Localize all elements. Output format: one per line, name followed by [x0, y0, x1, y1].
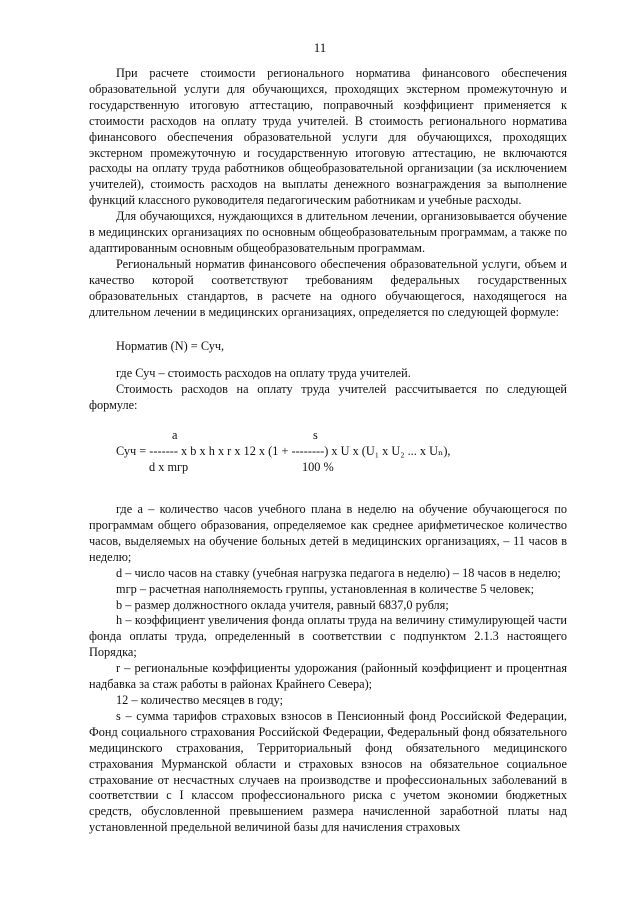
page-number: 11 [313, 40, 327, 55]
paragraph-formula-intro: Стоимость расходов на оплату труда учителей рассчитывается по следующей формуле: [89, 382, 567, 413]
formula-numerator-s: s [313, 428, 318, 443]
paragraph-normative-definition: Региональный норматив финансового обеспечения образовательной услуги, объем и качество которой соответствуют требованиям федеральных государственных образовательных стандартов, в расчете на одного обучающегося, находящегося на длительном лечении в медицинских организациях, определяется по следующей формуле: [89, 256, 567, 319]
definition-h: h – коэффициент увеличения фонда оплаты труда на величину стимулирующей части фонда оплаты труда, определенный в соответствии с подпунктом 2.1.3 настоящего Порядка; [89, 613, 567, 660]
formula-teacher-cost [89, 422, 567, 488]
definition-s: s – сумма тарифов страховых взносов в Пенсионный фонд Российской Федерации, Фонд социального страхования Российской Федерации, Федеральный фонд обязательного медицинского страхования, Территориальный фонд обязательного медицинского страхования Мурманской области и страховых взносов на обязательное социальное страхование от несчастных случаев на производстве и профессиональных заболеваний в соответствии с I классом профессионального риска с учетом экономии бюджетных средств, обусловленной превышением размера начисленной заработной платы над установленной предельной величиной базы для начисления страховых [89, 708, 567, 835]
formula-numerator-a: a [172, 428, 178, 443]
formula-denominator-right: 100 % [302, 460, 334, 475]
formula-normative: Норматив (N) = Суч, [116, 338, 225, 353]
definition-r: r – региональные коэффициенты удорожания (районный коэффициент и процентная надбавка за стаж работы в районах Крайнего Севера); [89, 661, 567, 692]
document-body [89, 66, 567, 836]
definition-m-gr: mгр – расчетная наполняемость группы, установленная в количестве 5 человек; [116, 581, 535, 596]
paragraph-extern-attestation: При расчете стоимости регионального норматива финансового обеспечения образовательной услуги для обучающихся, проходящих экстерном промежуточную и государственную итоговую аттестацию, поправочный коэффициент применяется к стоимости расходов на оплату труда учителей. В стоимость регионального норматива финансового обеспечения образовательной услуги для обучающихся, проходящих экстерном промежуточную и государственную итоговую аттестацию, не включаются расходы на оплату труда работников общеобразовательной организации (за исключением учителей), стоимость расходов на выплаты денежного вознаграждения за выполнение функций классного руководителя педагогическим работникам и учебные расходы. [89, 66, 567, 208]
paragraph-long-treatment: Для обучающихся, нуждающихся в длительном лечении, организовывается обучение в медицинских организациях по основным общеобразовательным программам, а также по адаптированным основным общеобразовательным программам. [89, 209, 567, 255]
formula-normative-explanation: где Суч – стоимость расходов на оплату труда учителей. [116, 366, 411, 381]
formula-denominator-left: d x mгр [149, 460, 189, 475]
definition-a: где a – количество часов учебного плана в неделю на обучение обучающегося по программам общего образования, определяемое как среднее арифметическое количество часов, выделяемых на обучение больных детей в медицинских организациях, – 11 часов в неделю; [89, 502, 567, 564]
definition-12: 12 – количество месяцев в году; [116, 693, 284, 707]
formula-main-line: Суч = ------- x b x h x r x 12 x (1 + --------) x U x (U₁ x U₂ ... x Uₙ), [116, 444, 451, 459]
definition-b: b – размер должностного оклада учителя, равный 6837,0 рубля; [116, 597, 449, 612]
definition-d: d – число часов на ставку (учебная нагрузка педагога в неделю) – 18 часов в неделю; [116, 565, 561, 580]
